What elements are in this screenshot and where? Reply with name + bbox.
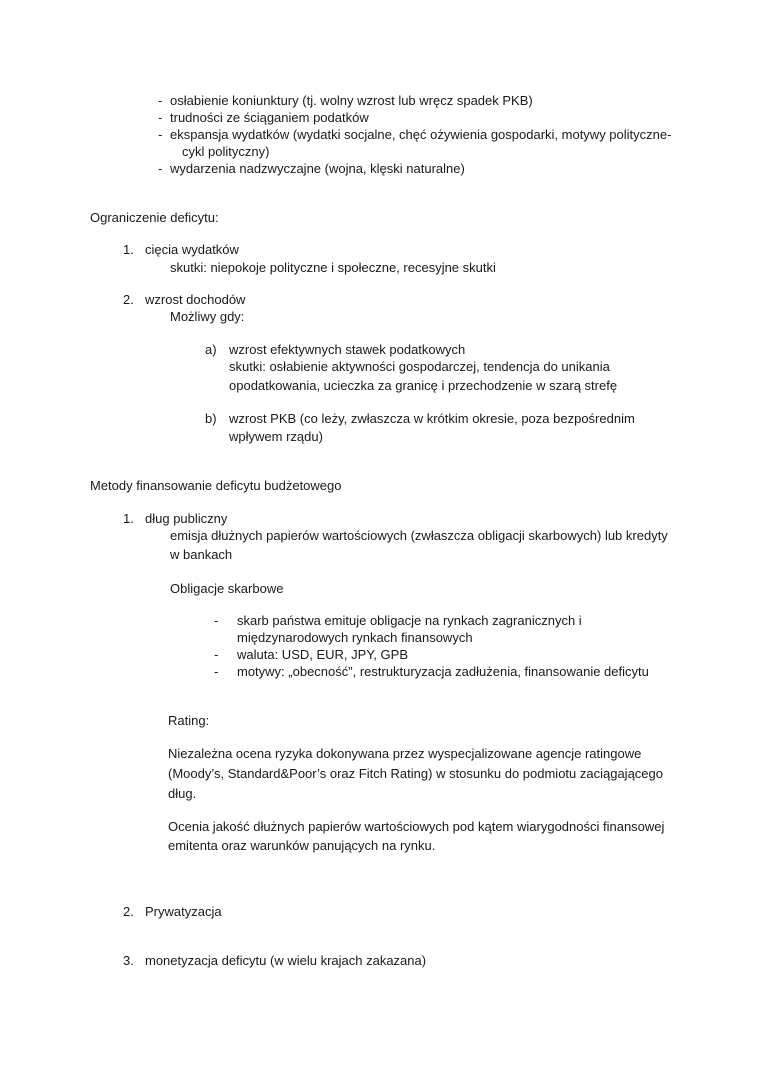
numbered-item-title: monetyzacja deficytu (w wielu krajach zakazana) bbox=[145, 953, 427, 968]
section-heading-limit: Ograniczenie deficytu: bbox=[90, 210, 219, 225]
list-item-continuation: cykl polityczny) bbox=[182, 144, 270, 159]
subheading-bonds: Obligacje skarbowe bbox=[170, 581, 284, 596]
sub-item-line: skutki: osłabienie aktywności gospodarczej, tendencja do unikania bbox=[229, 359, 610, 374]
numbered-marker: 1. bbox=[123, 242, 134, 257]
numbered-marker: 3. bbox=[123, 953, 134, 968]
item-note: Możliwy gdy: bbox=[170, 309, 245, 324]
item-description: emisja dłużnych papierów wartościowych (zwłaszcza obligacji skarbowych) lub kredyty bbox=[170, 528, 668, 543]
list-marker: - bbox=[158, 161, 163, 176]
paragraph-line: Niezależna ocena ryzyka dokonywana przez wyspecjalizowane agencje ratingowe bbox=[168, 746, 642, 761]
sub-item-line: wpływem rządu) bbox=[229, 429, 323, 444]
sub-item-line: wzrost efektywnych stawek podatkowych bbox=[229, 342, 466, 357]
list-marker: - bbox=[158, 93, 163, 108]
list-marker: - bbox=[158, 110, 163, 125]
numbered-item-title: dług publiczny bbox=[145, 511, 228, 526]
list-marker: - bbox=[214, 613, 219, 628]
item-note: skutki: niepokoje polityczne i społeczne, recesyjne skutki bbox=[170, 260, 496, 275]
list-marker: - bbox=[214, 664, 219, 679]
list-item: skarb państwa emituje obligacje na rynkach zagranicznych i bbox=[237, 613, 582, 628]
list-item: ekspansja wydatków (wydatki socjalne, chęć ożywienia gospodarki, motywy polityczne- bbox=[170, 127, 672, 142]
numbered-item-title: Prywatyzacja bbox=[145, 904, 222, 919]
list-item-continuation: międzynarodowych rynkach finansowych bbox=[237, 630, 473, 645]
list-marker: - bbox=[214, 647, 219, 662]
paragraph-line: Ocenia jakość dłużnych papierów wartościowych pod kątem wiarygodności finansowej bbox=[168, 819, 665, 834]
list-marker: - bbox=[158, 127, 163, 142]
list-item: wydarzenia nadzwyczajne (wojna, klęski naturalne) bbox=[170, 161, 465, 176]
numbered-marker: 1. bbox=[123, 511, 134, 526]
numbered-marker: 2. bbox=[123, 292, 134, 307]
paragraph-line: (Moody’s, Standard&Poor’s oraz Fitch Rating) w stosunku do podmiotu zaciągającego bbox=[168, 766, 663, 781]
numbered-item-title: wzrost dochodów bbox=[145, 292, 246, 307]
paragraph-line: emitenta oraz warunków panujących na rynku. bbox=[168, 838, 436, 853]
list-item: motywy: „obecność”, restrukturyzacja zadłużenia, finansowanie deficytu bbox=[237, 664, 649, 679]
numbered-marker: 2. bbox=[123, 904, 134, 919]
item-description: w bankach bbox=[170, 547, 233, 562]
section-heading-finance: Metody finansowanie deficytu budżetowego bbox=[90, 478, 342, 493]
sub-item-line: opodatkowania, ucieczka za granicę i przechodzenie w szarą strefę bbox=[229, 378, 618, 393]
paragraph-line: dług. bbox=[168, 786, 197, 801]
list-item: waluta: USD, EUR, JPY, GPB bbox=[237, 647, 408, 662]
list-item: trudności ze ściąganiem podatków bbox=[170, 110, 369, 125]
sub-marker: b) bbox=[205, 411, 217, 426]
list-item: osłabienie koniunktury (tj. wolny wzrost lub wręcz spadek PKB) bbox=[170, 93, 533, 108]
subheading-rating: Rating: bbox=[168, 713, 210, 728]
numbered-item-title: cięcia wydatków bbox=[145, 242, 239, 257]
sub-item-line: wzrost PKB (co leży, zwłaszcza w krótkim okresie, poza bezpośrednim bbox=[229, 411, 635, 426]
sub-marker: a) bbox=[205, 342, 217, 357]
